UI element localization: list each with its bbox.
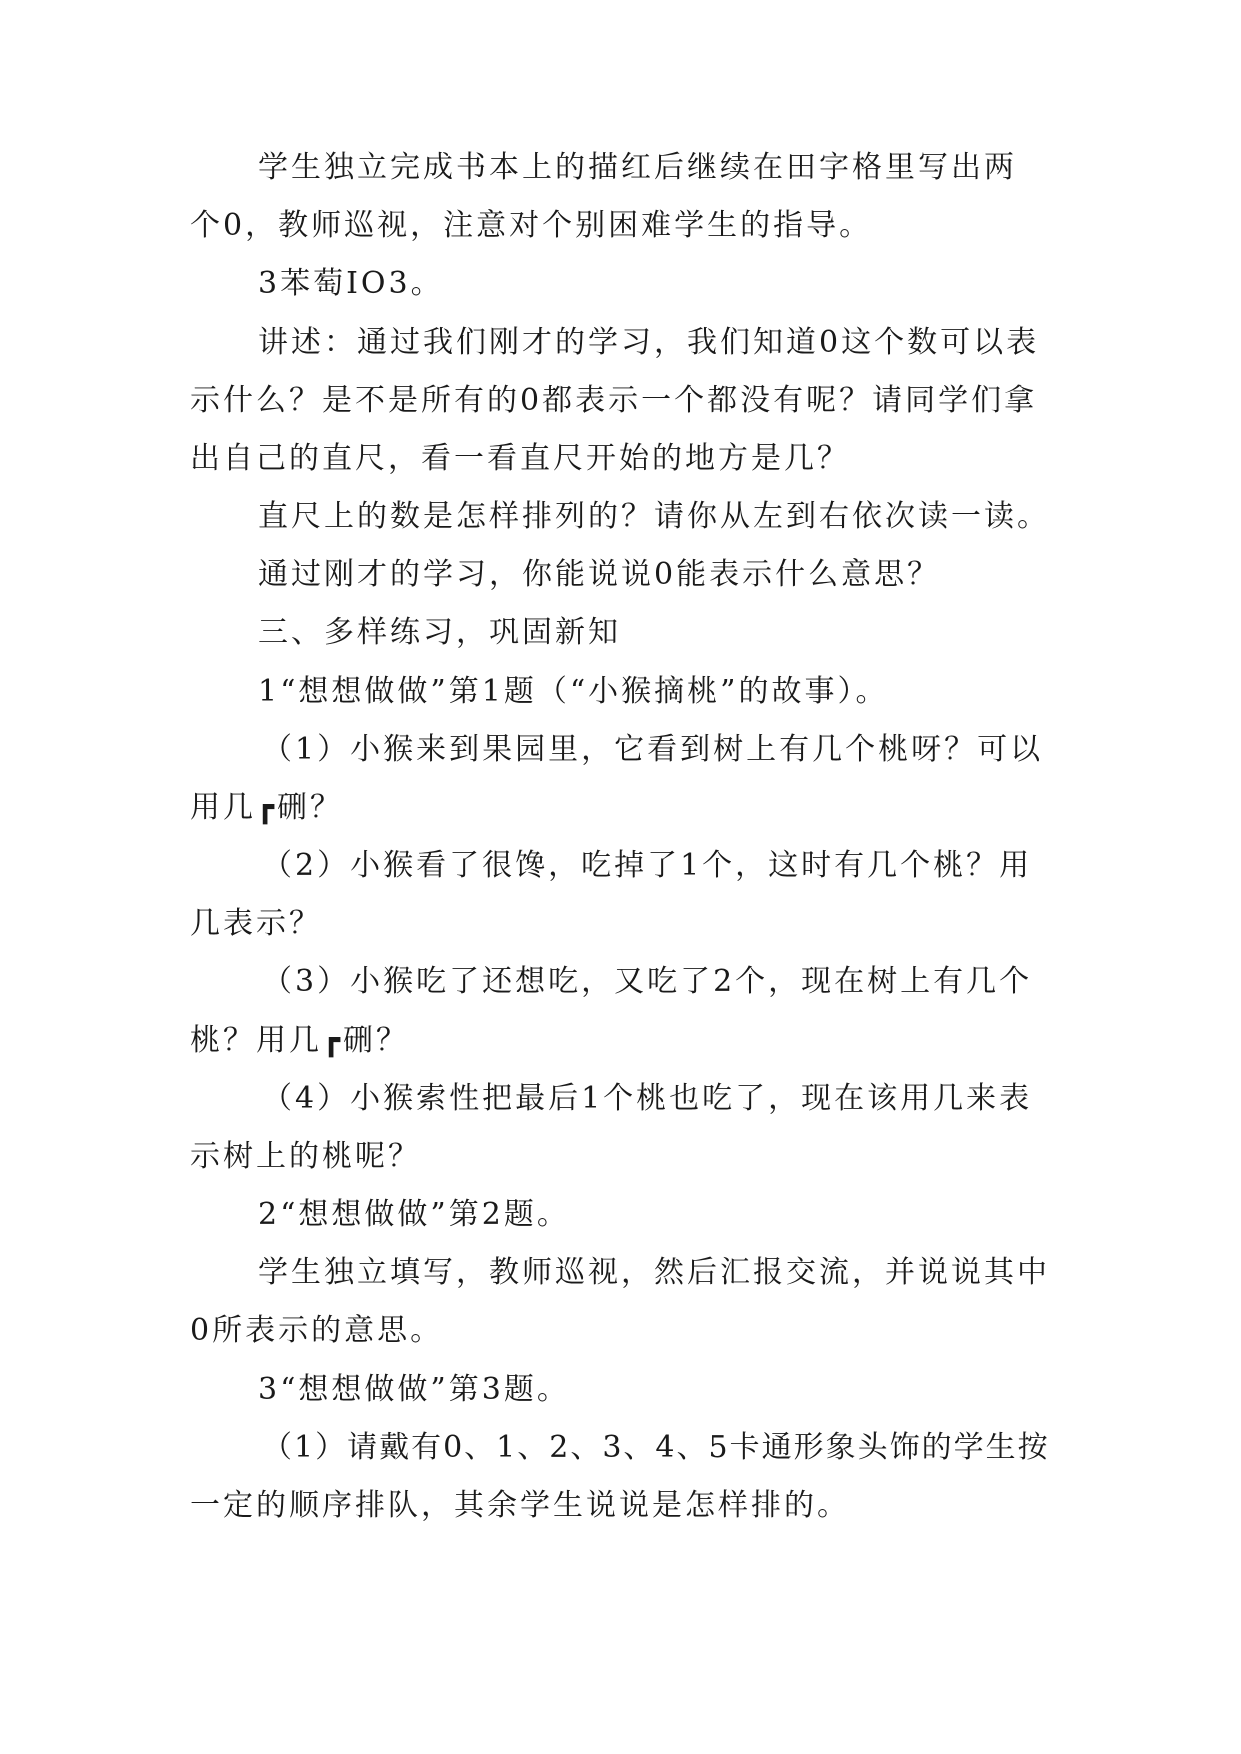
text-line: 桃？用几┏硎？ (190, 1023, 410, 1058)
text-line: 示树上的桃呢？ (190, 1139, 421, 1174)
text-line: 用几┏硎？ (190, 790, 344, 825)
text-line: （1）请戴有0、1、2、3、4、5卡通形象头饰的学生按 (262, 1430, 1050, 1465)
section-heading: 三、多样练习，巩固新知 (258, 615, 621, 650)
text-line: 3“想想做做”第3题。 (258, 1372, 570, 1407)
text-line: 一定的顺序排队，其余学生说说是怎样排的。 (190, 1488, 850, 1523)
text-line: 通过刚才的学习，你能说说0能表示什么意思？ (258, 557, 941, 592)
text-line: 出自己的直尺，看一看直尺开始的地方是几？ (190, 441, 850, 476)
text-line: 学生独立完成书本上的描红后继续在田字格里写出两 (258, 150, 1017, 185)
text-line: 个0，教师巡视，注意对个别困难学生的指导。 (190, 208, 873, 243)
text-line: 0所表示的意思。 (190, 1313, 444, 1348)
text-line: 直尺上的数是怎样排列的？请你从左到右依次读一读。 (258, 499, 1050, 534)
text-line: （4）小猴索性把最后1个桃也吃了，现在该用几来表 (262, 1081, 1033, 1116)
text-line: （3）小猴吃了还想吃，又吃了2个，现在树上有几个 (262, 964, 1033, 999)
text-line: （2）小猴看了很馋，吃掉了1个，这时有几个桃？用 (262, 848, 1033, 883)
text-line: （1）小猴来到果园里，它看到树上有几个桃呀？可以 (262, 732, 1044, 767)
text-line: 几表示？ (190, 906, 322, 941)
text-line: 示什么？是不是所有的0都表示一个都没有呢？请同学们拿 (190, 383, 1038, 418)
text-line: 3苯萄IO3。 (258, 266, 444, 301)
text-line: 2“想想做做”第2题。 (258, 1197, 570, 1232)
text-line: 学生独立填写，教师巡视，然后汇报交流，并说说其中 (258, 1255, 1050, 1290)
text-line: 1“想想做做”第1题（“小猴摘桃”的故事）。 (258, 674, 889, 709)
text-line: 讲述：通过我们刚才的学习，我们知道0这个数可以表 (258, 325, 1040, 360)
